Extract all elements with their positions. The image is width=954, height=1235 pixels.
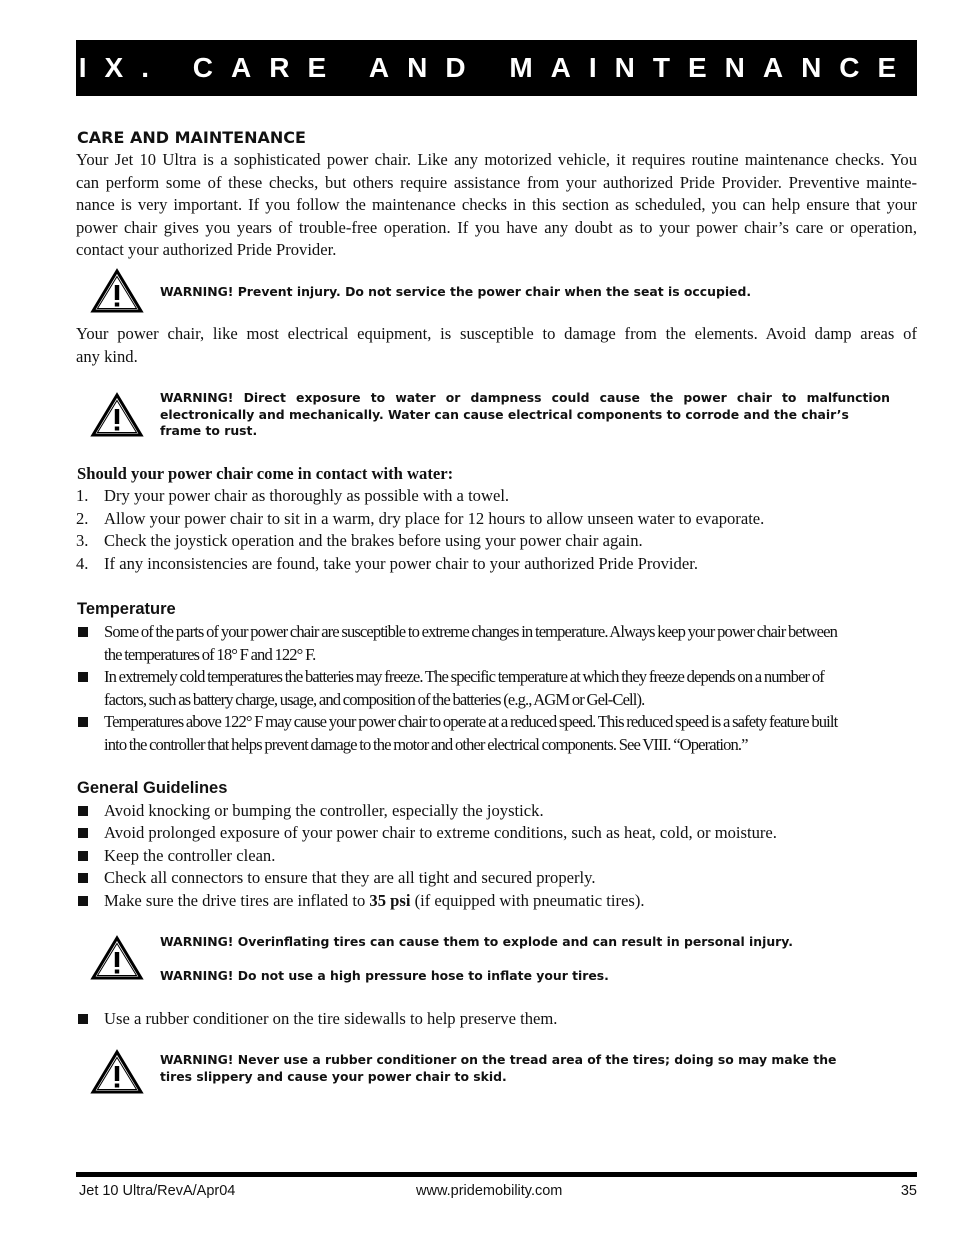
step-text: Check the joystick operation and the brakes before using your power chair again. [104,531,643,550]
footer-doc-id: Jet 10 Ultra/RevA/Apr04 [79,1183,236,1199]
warning-rubber-conditioner [160,1052,890,1085]
square-bullet-icon [78,627,88,637]
warning-line: WARNING! Overinflating tires can cause them to explode and can result in personal injury. [160,934,793,949]
square-bullet-icon [78,873,88,883]
warning-triangle-icon [90,935,144,981]
footer-page-number: 35 [900,1183,917,1199]
warning-line: WARNING! Do not use a high pressure hose to inflate your tires. [160,968,609,983]
intro-line: Your Jet 10 Ultra is a sophisticated power chair. Like any motorized vehicle, it requires routine maintenance checks. You [76,150,917,169]
guideline-bullet [76,822,917,845]
warning-line: WARNING! Prevent injury. Do not service the power chair when the seat is occupied. [160,284,752,299]
step-number: 2. [76,509,89,528]
temperature-bullet [76,711,917,756]
warning-water-exposure [160,390,890,440]
warning-triangle-icon [90,1049,144,1095]
step-number: 3. [76,531,89,550]
elements-line: any kind. [76,346,138,366]
bullet-line [104,890,917,913]
chapter-header-bar [76,40,917,96]
square-bullet-icon [78,672,88,682]
bullet-line: Avoid prolonged exposure of your power chair to extreme conditions, such as heat, cold, or moisture. [104,823,777,842]
square-bullet-icon [78,806,88,816]
warning-triangle-icon [90,392,144,438]
warning-line: WARNING! Never use a rubber conditioner on the tread area of the tires; doing so may make the [160,1052,837,1067]
warning-line: WARNING! Direct exposure to water or dampness could cause the power chair to malfunction [160,390,890,405]
warning-triangle-icon [90,268,144,314]
temperature-heading: Temperature [77,600,176,618]
water-heading: Should your power chair come in contact with water: [77,464,454,483]
tire-pressure-bullet [76,890,917,913]
footer-rule [76,1172,917,1177]
intro-line: power chair gives you years of trouble-free operation. If you have any doubt as to your power chair’s care or operation, [76,217,917,237]
square-bullet-icon [78,896,88,906]
tire-pressure-value: 35 psi [369,891,411,910]
intro-line: nance is very important. If you follow the maintenance checks in this section as scheduled, you can help ensure that your [76,195,917,214]
guideline-bullet [76,867,917,890]
intro-paragraph [76,149,917,262]
warning-overinflating [160,934,890,951]
water-step [76,531,643,551]
water-step [76,554,698,574]
intro-line: can perform some of these checks, but others require assistance from your authorized Pride Provider. Preventive mainte- [76,172,917,192]
bullet-line: Some of the parts of your power chair are susceptible to extreme changes in temperature. Always keep your power chair between [104,622,837,641]
step-number: 4. [76,554,89,573]
section-title: CARE AND MAINTENANCE [77,128,306,147]
tire-text-pre: Make sure the drive tires are inflated to [104,891,370,910]
water-step [76,486,509,506]
step-number: 1. [76,486,89,505]
step-text: Dry your power chair as thoroughly as possible with a towel. [104,486,510,505]
square-bullet-icon [78,828,88,838]
square-bullet-icon [78,717,88,727]
bullet-line: In extremely cold temperatures the batteries may freeze. The specific temperature at which they freeze depends on a number of [104,667,824,686]
warning-line: electronically and mechanically. Water can cause electrical components to corrode and the chair’s [160,406,849,422]
tire-text-post: (if equipped with pneumatic tires). [410,891,645,910]
step-text: Allow your power chair to sit in a warm, dry place for 12 hours to allow unseen water to evaporate. [104,509,765,528]
bullet-line: Temperatures above 122° F may cause your power chair to operate at a reduced speed. This reduced speed is a safety feature built [104,712,838,731]
temperature-bullet [76,621,917,666]
warning-service-occupied [160,284,890,301]
chapter-title: IX. CARE AND MAINTENANCE [78,52,915,83]
step-text: If any inconsistencies are found, take your power chair to your authorized Pride Provider. [104,554,698,573]
bullet-line: factors, such as battery charge, usage, and composition of the batteries (e.g., AGM or Gel-Cell). [104,689,645,709]
guideline-bullet [76,800,917,823]
elements-line: Your power chair, like most electrical equipment, is susceptible to damage from the elements. Avoid damp areas of [76,324,917,343]
water-step [76,509,764,529]
temperature-bullet [76,666,917,711]
guideline-bullet [76,845,917,868]
warning-line: tires slippery and cause your power chair to skid. [160,1068,507,1084]
square-bullet-icon [78,1014,88,1024]
square-bullet-icon [78,851,88,861]
bullet-line: Keep the controller clean. [104,846,276,865]
conditioner-bullet [76,1008,917,1031]
warning-line: frame to rust. [160,423,258,438]
general-guidelines-heading: General Guidelines [77,779,228,797]
intro-line: contact your authorized Pride Provider. [76,240,337,259]
warning-high-pressure-hose [160,968,890,985]
bullet-line: Use a rubber conditioner on the tire sidewalls to help preserve them. [104,1009,558,1028]
footer-website: www.pridemobility.com [416,1183,563,1199]
bullet-line: the temperatures of 18° F and 122° F. [104,644,316,664]
bullet-line: Avoid knocking or bumping the controller, especially the joystick. [104,801,544,820]
bullet-line: Check all connectors to ensure that they are all tight and secured properly. [104,868,596,887]
elements-paragraph [76,323,917,368]
bullet-line: into the controller that helps prevent damage to the motor and other electrical components. See VIII. “Operation.” [104,734,748,754]
